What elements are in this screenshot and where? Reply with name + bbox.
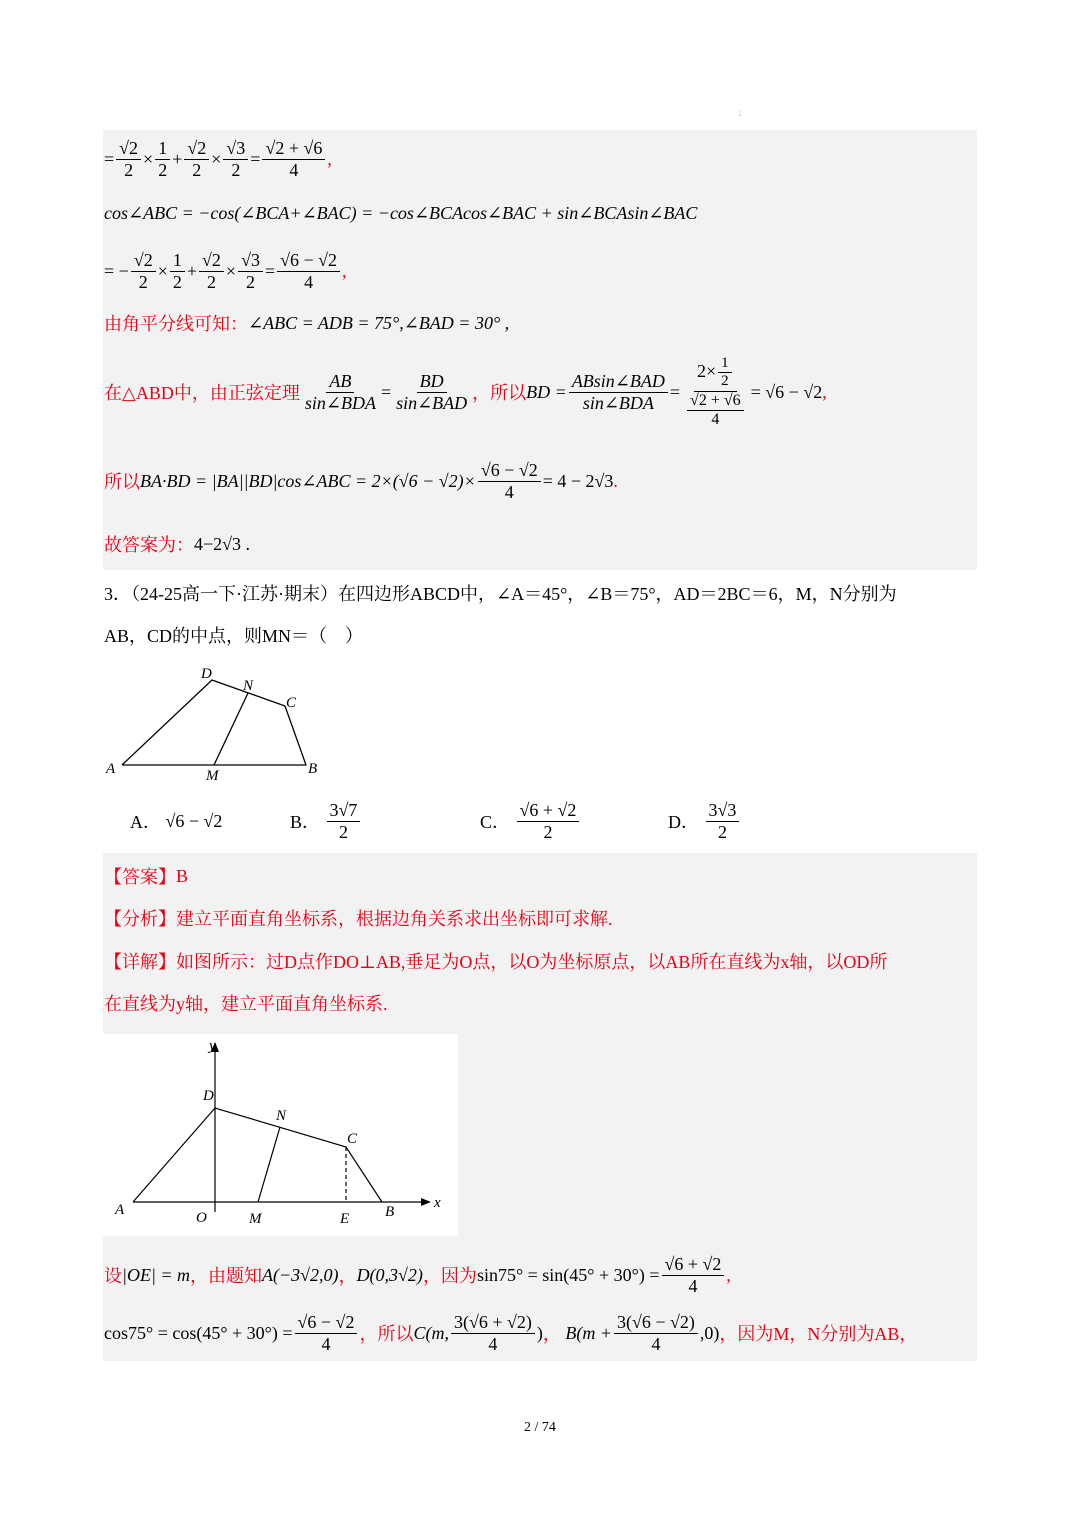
option-d[interactable]: D． $\frac{3√3}{2}$ (668, 800, 741, 842)
fig1-label-c: C (286, 695, 297, 711)
solution-line-7: 故答案为： 4−2√3 . (104, 533, 251, 555)
solution-line-1: = $\frac{√2}{2}$ × $\frac{1}{2}$ + $\frac{√2}{2}$ × $\frac{√3}{2}$ = $\frac{√2 + √6}{4}$ , (104, 138, 332, 180)
fig2-label-a: A (115, 1202, 125, 1218)
fig2-label-x: x (434, 1195, 441, 1211)
solution-line-4: 由角平分线可知： ∠ABC = ADB = 75°,∠BAD = 30° , (104, 312, 510, 334)
continuation-line-1: 设 |OE| = m ，由题知 A(−3√2,0) ， D(0,3√2) ，因为 sin75° = sin(45° + 30°) = $\frac{√6 + √2}{4}$ , (104, 1254, 731, 1296)
page-number: 2 / 74 (524, 1420, 556, 1435)
fig2-label-o: O (196, 1210, 207, 1226)
solution-line-2 (104, 203, 697, 224)
fig2-label-d: D (203, 1088, 214, 1104)
cos-abc-formula: cos∠ABC = −cos(∠BCA+∠BAC) = −cos∠BCAcos∠BAC + sin∠BCAsin∠BAC (104, 203, 698, 223)
solution-line-6: 所以 BA·BD = |BA||BD|cos∠ABC = 2×(√6 − √2)× $\frac{√6 - √2}{4}$ = 4 − 2√3 . (104, 460, 618, 502)
solution-shade-prev (103, 130, 977, 570)
header-mark: ; (739, 108, 742, 117)
option-b[interactable]: B． $\frac{3√7}{2}$ (290, 800, 362, 842)
solution-line-3: = − $\frac{√2}{2}$ × $\frac{1}{2}$ + $\frac{√2}{2}$ × $\frac{√3}{2}$ = $\frac{√6 - √2}{4}$ , (104, 250, 347, 292)
fig1-label-a: A (106, 761, 116, 777)
coordinate-figure (103, 1034, 458, 1236)
fig1-label-m: M (206, 768, 219, 784)
quadrilateral-figure (100, 660, 340, 785)
detail-line-1: 【详解】 如图所示：过D点作DO⊥AB,垂足为O点，以O为坐标原点，以AB所在直线为x轴，以OD所 (104, 952, 888, 972)
question-stem-2: AB，CD的中点，则MN＝（ ） (104, 626, 364, 646)
fig2-label-c: C (347, 1131, 358, 1147)
fig1-label-n: N (243, 678, 254, 694)
fig2-label-b: B (385, 1204, 395, 1220)
fig2-label-e: E (340, 1211, 350, 1227)
continuation-line-2: cos75° = cos(45° + 30°) = $\frac{√6 - √2}{4}$ ，所以 C(m, $\frac{3(√6 + √2)}{4}$ ) ， B(m + $\frac{3(√6 - √2)}{4}$ ,0) ，因为M，N分别为AB， (104, 1312, 918, 1354)
analysis-line: 【分析】 建立平面直角坐标系，根据边角关系求出坐标即可求解. (104, 909, 613, 929)
answer-line: 【答案】 B (104, 865, 189, 887)
detail-line-2: 在直线为y轴，建立平面直角坐标系. (104, 994, 388, 1014)
fig2-label-n: N (276, 1108, 287, 1124)
option-a[interactable]: A． √6 − √2 (130, 810, 223, 832)
option-c[interactable]: C． $\frac{√6 + √2}{2}$ (480, 800, 581, 842)
fig2-label-y: y (209, 1038, 216, 1054)
fig2-label-m: M (249, 1211, 262, 1227)
solution-line-5: 在△ABD中，由正弦定理 $\frac{AB}{\text{sin∠BDA}}$ = $\frac{BD}{\text{sin∠BAD}}$ ，所以 BD = $\frac{\text{ABsin∠BAD}}{\text{sin∠BDA}}$ = 2× $\frac{1}{2}$ $\frac{√2 + √6}{4}$ = √6 − √2 , (104, 355, 827, 428)
fig1-label-b: B (308, 761, 318, 777)
question-stem-1: 3．（24-25高一下·江苏·期末）在四边形ABCD中，∠A＝45°，∠B＝75°，AD＝2BC＝6，M，N分别为 (104, 584, 897, 604)
fig1-label-d: D (201, 666, 212, 682)
